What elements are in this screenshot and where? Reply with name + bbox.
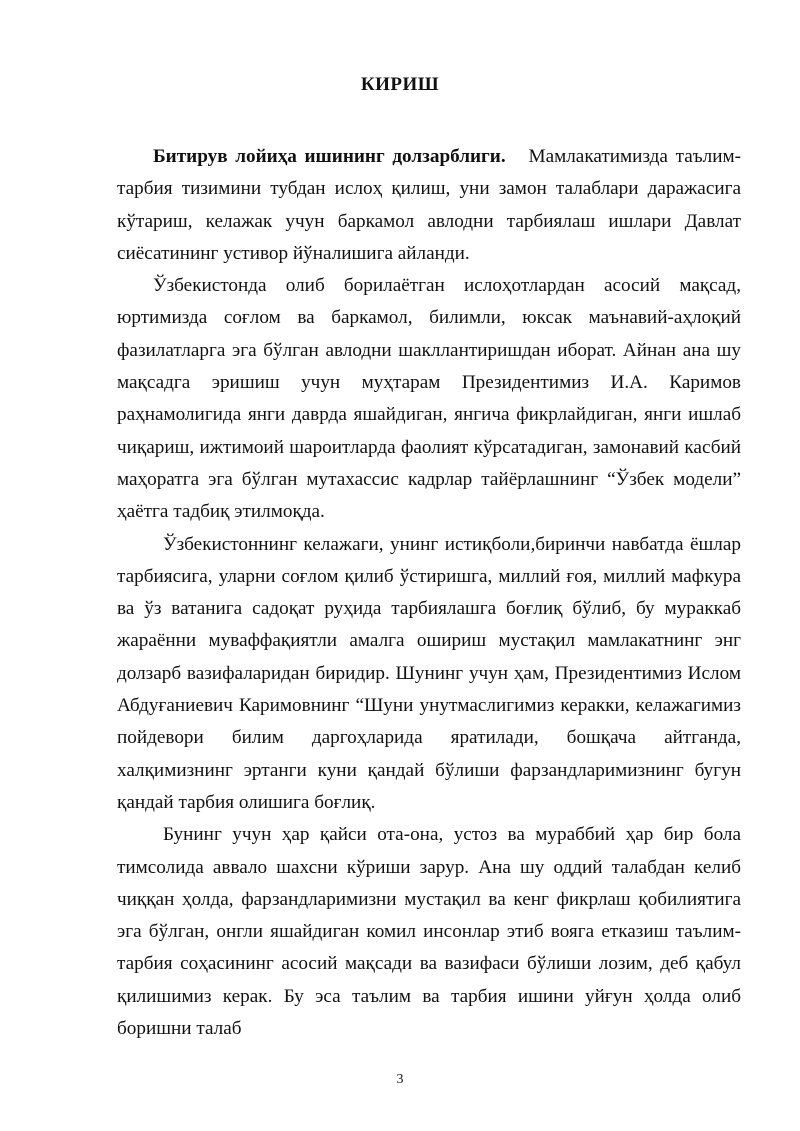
paragraph-reforms: Ўзбекистонда олиб борилаётган ислоҳотлардан асосий мақсад, юртимизда соғлом ва баркамол, билимли, юксак маънавий-аҳлоқий фазилатларга эга бўлган авлодни шакллантиришдан иборат. Айнан ана шу мақсадга эришиш учун муҳтарам Президентимиз И.А. Каримов раҳнамолигида янги даврда яшайдиган, янгича фикрлайдиган, янги ишлаб чиқариш, ижтимоий шароитларда фаолият кўрсатадиган, замонавий касбий маҳоратга эга бўлган мутахассис кадрлар тайёрлашнинг “Ўзбек модели” ҳаётга тадбиқ этилмоқда.: [117, 275, 741, 523]
paragraph-parents: Бунинг учун ҳар қайси ота-она, устоз ва мураббий ҳар бир бола тимсолида аввало шахсни кўриши зарур. Ана шу оддий талабдан келиб чиққан ҳолда, фарзандларимизни мустақил ва кенг фикрлаш қобилиятига эга бўлган, онгли яшайдиган комил инсонлар этиб вояга етказиш таълим-тарбия соҳасининг асосий мақсади ва вазифаси бўлиши лозим, деб қабул қилишимиз керак. Бу эса таълим ва тарбия ишини уйғун ҳолда олиб боришни талаб: [117, 824, 741, 1040]
paragraph-relevance: [117, 141, 741, 270]
paragraph-future: Ўзбекистоннинг келажаги, унинг истиқболи,биринчи навбатда ёшлар тарбиясига, уларни соғлом қилиб ўстиришга, миллий ғоя, миллий мафкура ва ўз ватанига садоқат руҳида тарбиялашга боғлиқ бўлиб, бу мураккаб жараённи муваффақиятли амалга ошириш мустақил мамлакатнинг энг долзарб вазифаларидан биридир. Шунинг учун ҳам, Президентимиз Ислом Абдуғаниевич Каримовнинг “Шуни унутмаслигимиз керакки, келажагимиз пойдевори билим даргоҳларида яратилади, бошқача айтганда, халқимизнинг эртанги куни қандай бўлиши фарзандларимизнинг бугун қандай тарбия олишига боғлиқ.: [117, 533, 741, 813]
page-number: 3: [396, 1072, 404, 1087]
page-title: КИРИШ: [360, 74, 440, 95]
body-text: [117, 141, 741, 1045]
paragraph-text: Мамлакатимизда таълим-тарбия тизимини тубдан ислоҳ қилиш, уни замон талаблари даражасига кўтариш, келажак учун баркамол авлодни тарбиялаш ишлари Давлат сиёсатининг устивор йўналишига айланди.: [117, 146, 742, 264]
paragraph-lead-heading: Битирув лойиҳа ишининг долзарблиги.: [153, 146, 506, 167]
